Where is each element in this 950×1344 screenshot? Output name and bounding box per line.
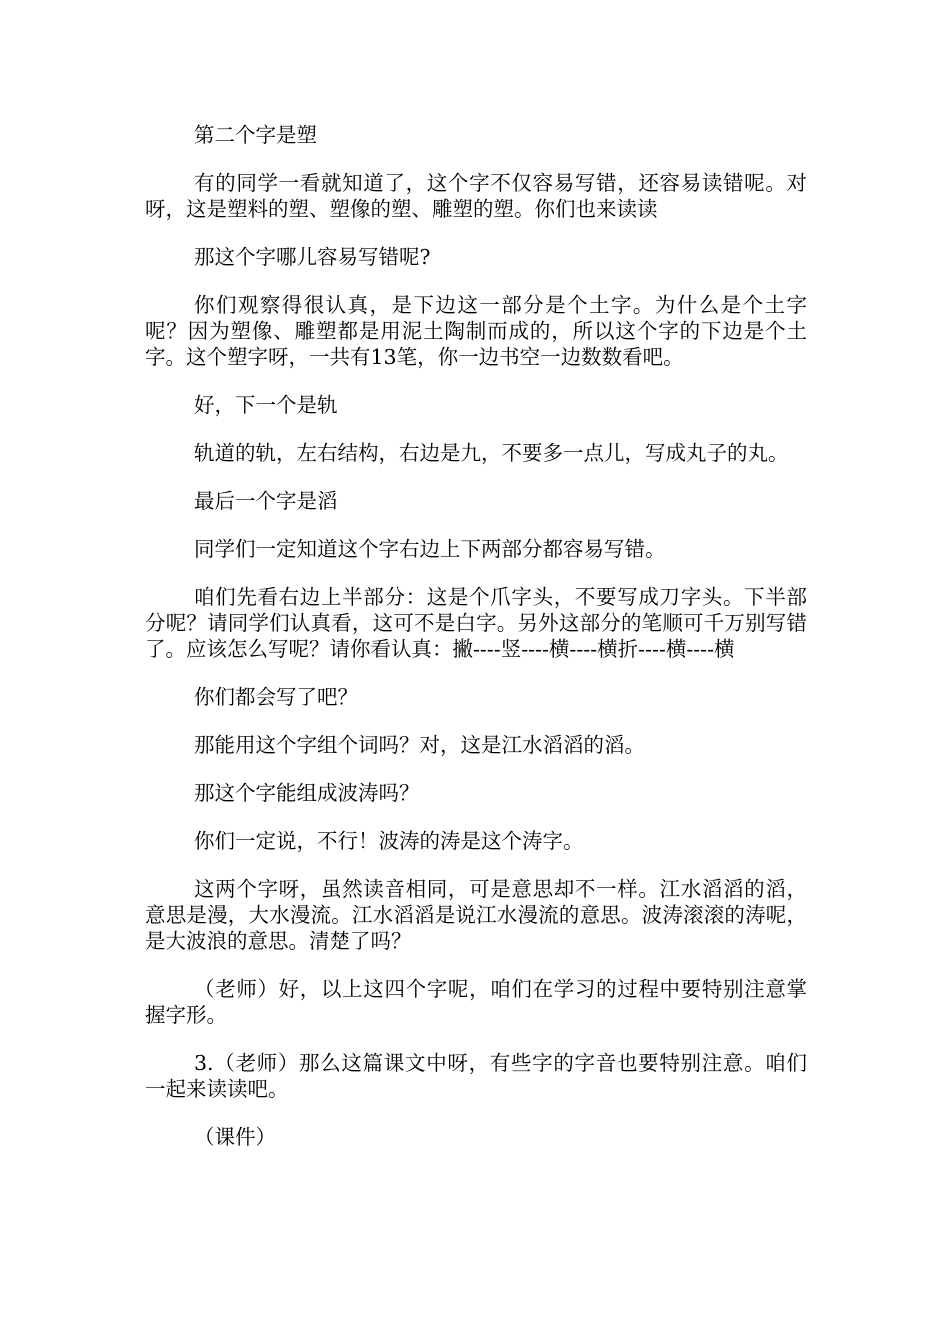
paragraph: 那这个字哪儿容易写错呢?: [194, 245, 431, 269]
paragraph: （课件）: [194, 1125, 276, 1149]
paragraph: 咱们先看右边上半部分：这是个爪字头，不要写成刀字头。下半部分呢？请同学们认真看，这可不是白字。另外这部分的笔顺可千万别写错了。应该怎么写呢？请你看认真：撇----竖----横----横折----横----横: [145, 585, 807, 661]
paragraph: （老师）好，以上这四个字呢，咱们在学习的过程中要特别注意掌握字形。: [145, 977, 807, 1027]
paragraph: 有的同学一看就知道了，这个字不仅容易写错，还容易读错呢。对呀，这是塑料的塑、塑像的塑、雕塑的塑。你们也来读读: [145, 171, 807, 221]
paragraph: 同学们一定知道这个字右边上下两部分都容易写错。: [194, 537, 666, 561]
paragraph: 这两个字呀，虽然读音相同，可是意思却不一样。江水滔滔的滔，意思是漫，大水漫流。江水滔滔是说江水漫流的意思。波涛滚滚的涛呢，是大波浪的意思。清楚了吗？: [145, 877, 807, 953]
paragraph: 那这个字能组成波涛吗？: [194, 781, 420, 805]
paragraph: 你们都会写了吧？: [194, 685, 358, 709]
paragraph: 你们一定说，不行！波涛的涛是这个涛字。: [194, 829, 584, 853]
paragraph: 那能用这个字组个词吗？对，这是江水滔滔的滔。: [194, 733, 645, 757]
paragraph: 第二个字是塑: [194, 123, 317, 147]
paragraph: 好，下一个是轨: [194, 393, 338, 417]
paragraph: 最后一个字是滔: [194, 489, 338, 513]
paragraph: 轨道的轨，左右结构，右边是九，不要多一点儿，写成丸子的丸。: [194, 441, 789, 465]
paragraph: 你们观察得很认真，是下边这一部分是个土字。为什么是个土字呢？因为塑像、雕塑都是用泥土陶制而成的，所以这个字的下边是个土字。这个塑字呀，一共有13笔，你一边书空一边数数看吧。: [145, 293, 807, 369]
paragraph: 3.（老师）那么这篇课文中呀，有些字的字音也要特别注意。咱们一起来读读吧。: [145, 1051, 807, 1101]
document-body: [145, 122, 807, 1172]
